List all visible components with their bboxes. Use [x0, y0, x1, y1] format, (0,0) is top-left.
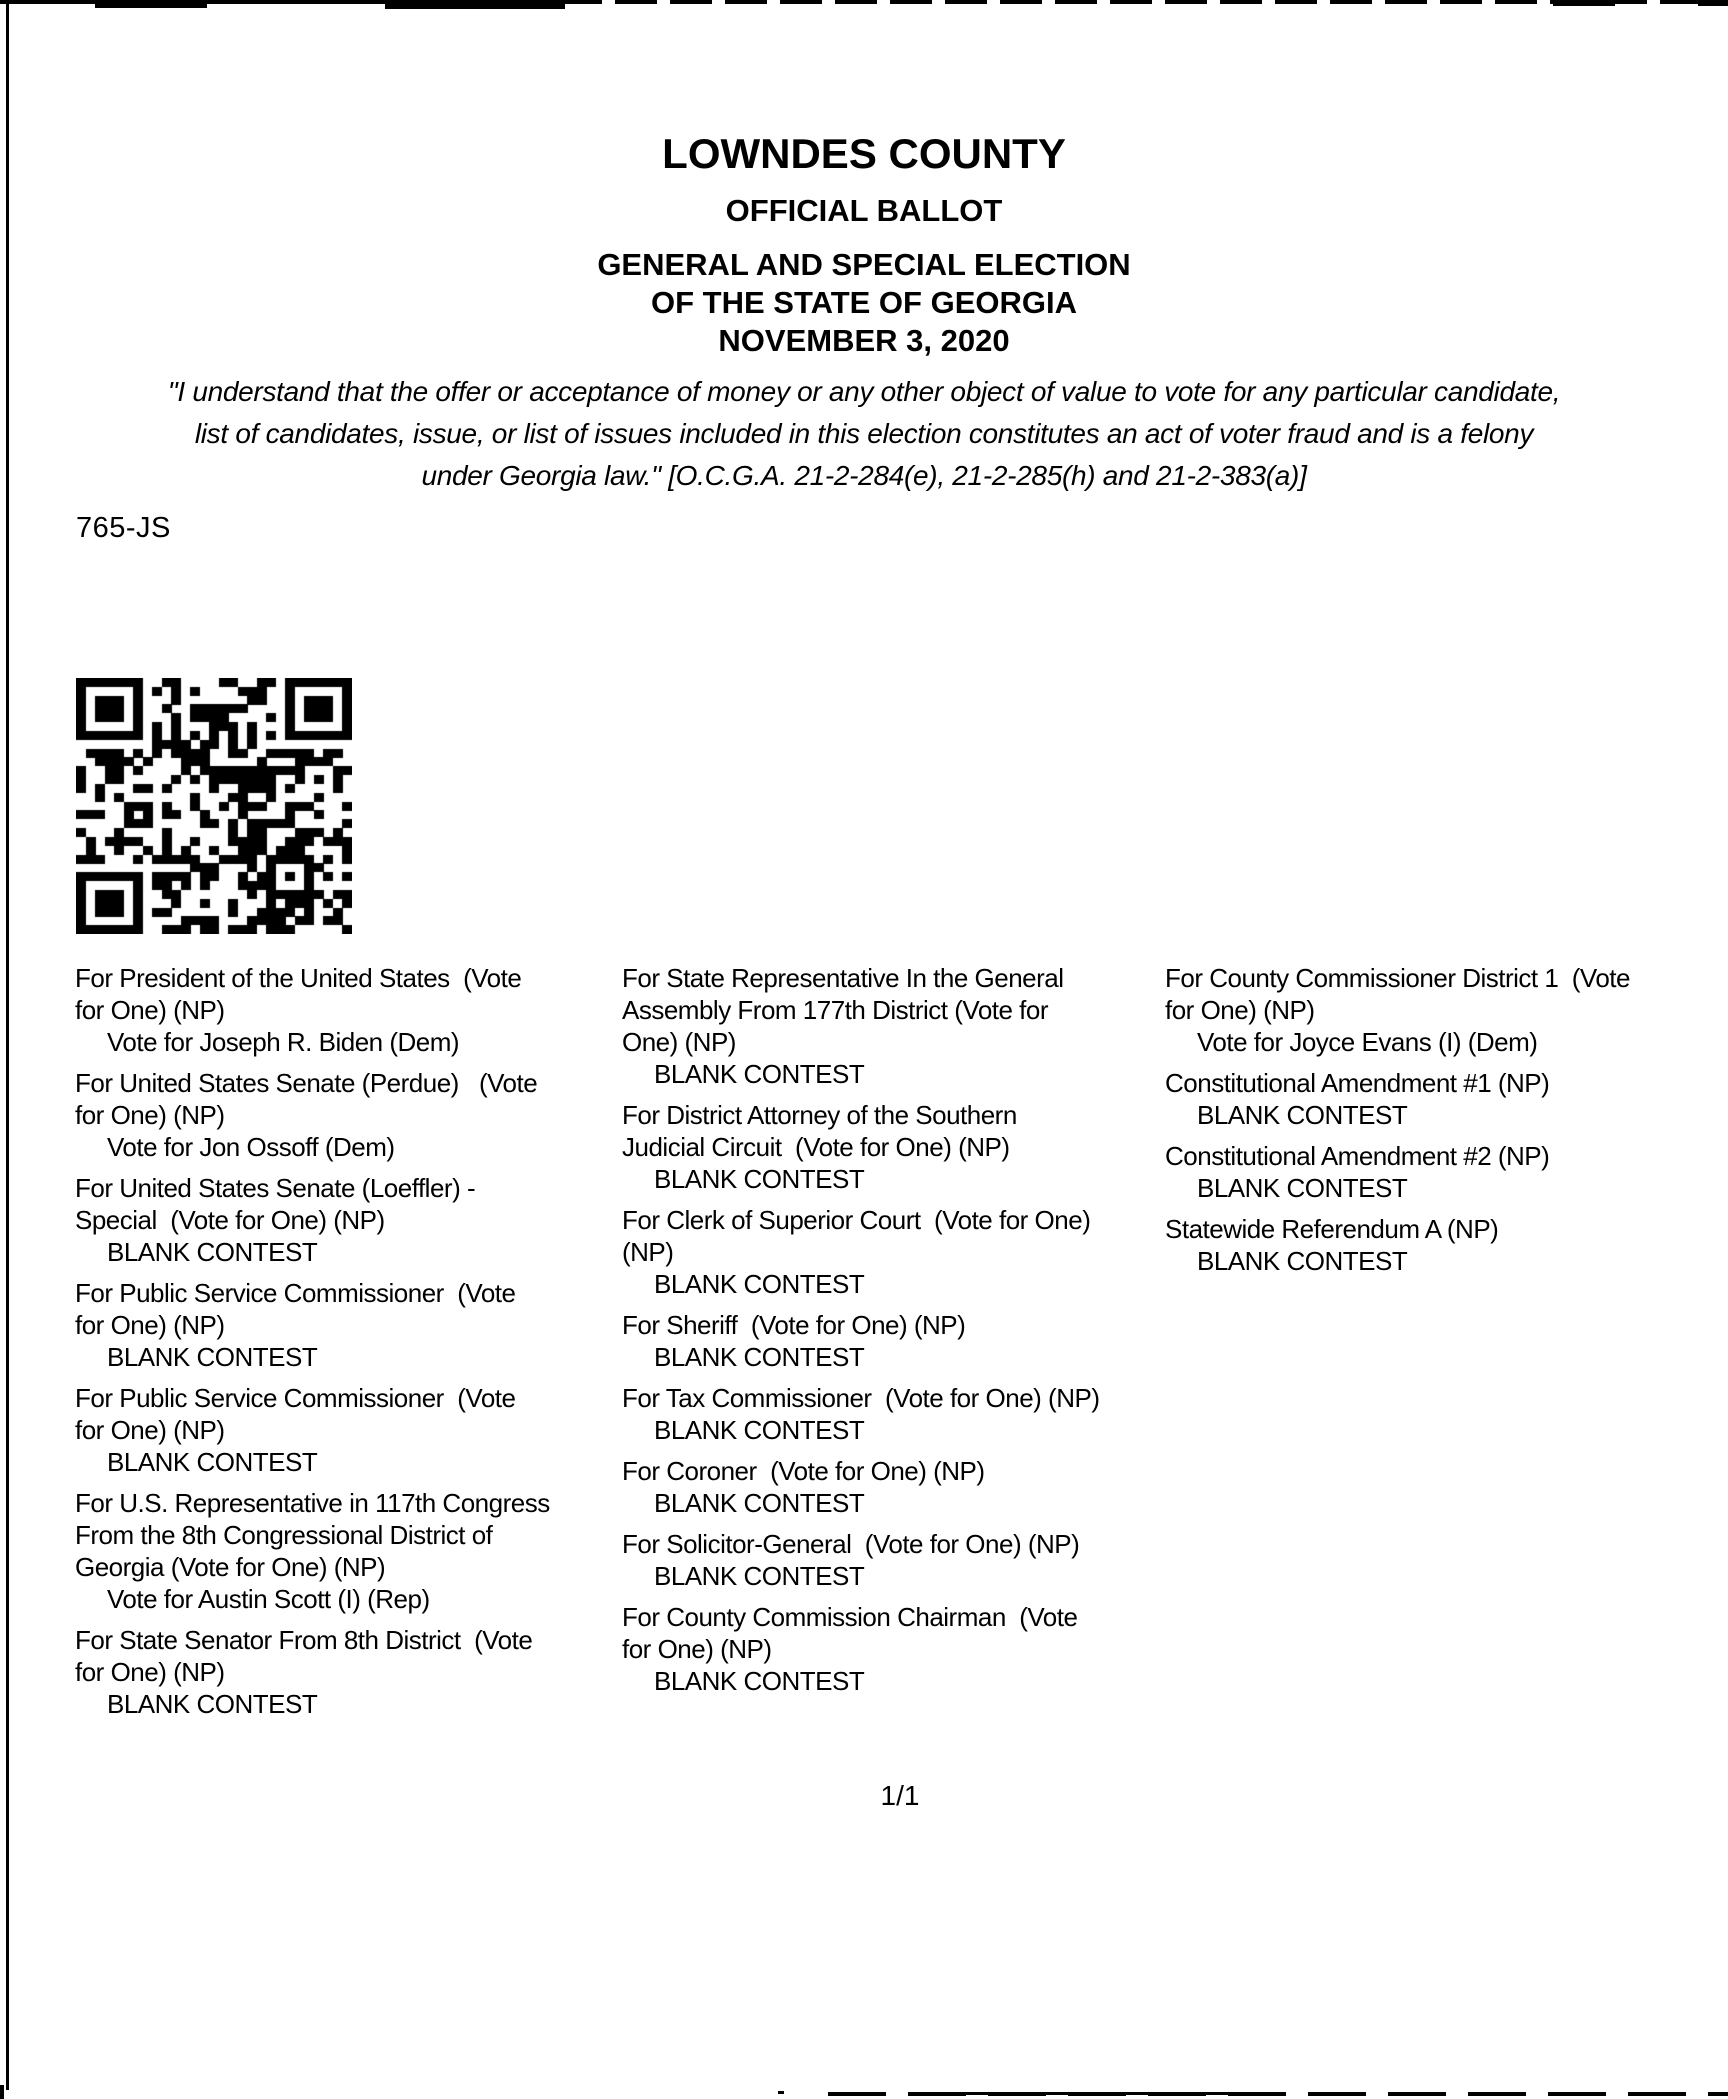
- contest-block: [622, 1528, 1167, 1592]
- page-number: 1/1: [880, 1780, 920, 1811]
- contest-block: [622, 1382, 1167, 1446]
- contest-title-line: For Coroner (Vote for One) (NP): [622, 1456, 985, 1486]
- scan-artifact-bottom-tick: [0, 2085, 4, 2099]
- contest-block: [622, 1601, 1167, 1697]
- contest-block: [622, 1099, 1167, 1195]
- contest-title-line: For U.S. Representative in 117th Congress: [75, 1488, 550, 1518]
- contest-block: [75, 1172, 620, 1268]
- contest-title-line: For District Attorney of the Southern: [622, 1100, 1017, 1130]
- contest-result: BLANK CONTEST: [654, 1561, 865, 1591]
- contest-result: BLANK CONTEST: [107, 1342, 318, 1372]
- contest-block: [75, 1382, 620, 1478]
- contest-result: BLANK CONTEST: [654, 1164, 865, 1194]
- ballot-header: [0, 131, 1728, 360]
- contest-title-line: Statewide Referendum A (NP): [1165, 1214, 1499, 1244]
- contest-title-line: For Clerk of Superior Court (Vote for One): [622, 1205, 1091, 1235]
- county-title: LOWNDES COUNTY: [662, 130, 1066, 177]
- contest-column-2: [622, 962, 1167, 1706]
- contest-title-line: For State Senator From 8th District (Vote: [75, 1625, 533, 1655]
- contest-title-line: For Tax Commissioner (Vote for One) (NP): [622, 1383, 1100, 1413]
- contest-result: Vote for Jon Ossoff (Dem): [107, 1132, 395, 1162]
- contest-column-3: [1165, 962, 1728, 1286]
- contest-column-1: [75, 962, 620, 1729]
- contest-result: BLANK CONTEST: [1197, 1246, 1408, 1276]
- contest-title-line: For Public Service Commissioner (Vote: [75, 1383, 516, 1413]
- contest-title-line: One) (NP): [622, 1027, 736, 1057]
- contest-result: BLANK CONTEST: [654, 1342, 865, 1372]
- scan-artifact-top-blob: [385, 0, 565, 9]
- ballot-style-code: 765-JS: [76, 512, 171, 544]
- contest-result: BLANK CONTEST: [654, 1269, 865, 1299]
- contest-title-line: For Public Service Commissioner (Vote: [75, 1278, 516, 1308]
- contest-title-line: For Sheriff (Vote for One) (NP): [622, 1310, 966, 1340]
- contest-title-line: Georgia (Vote for One) (NP): [75, 1552, 386, 1582]
- contest-result: BLANK CONTEST: [107, 1237, 318, 1267]
- contest-result: Vote for Austin Scott (I) (Rep): [107, 1584, 430, 1614]
- scan-artifact-top-blob: [95, 0, 207, 8]
- contest-title-line: for One) (NP): [75, 1310, 225, 1340]
- fraud-disclaimer-line1: "I understand that the offer or acceptance of money or any other object of value to vote for any particular candidate,: [167, 376, 1561, 407]
- scan-artifact-bottom-dot: [778, 2091, 784, 2094]
- contest-title-line: for One) (NP): [75, 995, 225, 1025]
- contest-title-line: (NP): [622, 1237, 674, 1267]
- contest-result: Vote for Joseph R. Biden (Dem): [107, 1027, 460, 1057]
- contest-block: [75, 962, 620, 1058]
- election-title-line3: NOVEMBER 3, 2020: [718, 323, 1010, 358]
- contest-title-line: for One) (NP): [75, 1415, 225, 1445]
- contest-block: [75, 1487, 620, 1615]
- qr-code: [76, 678, 352, 934]
- election-title-line1: GENERAL AND SPECIAL ELECTION: [597, 247, 1131, 282]
- contest-title-line: For Solicitor-General (Vote for One) (NP): [622, 1529, 1080, 1559]
- contest-result: BLANK CONTEST: [107, 1689, 318, 1719]
- contest-result: BLANK CONTEST: [654, 1059, 865, 1089]
- contest-title-line: For State Representative In the General: [622, 963, 1064, 993]
- election-title: [0, 246, 1728, 360]
- scan-artifact-top-blob: [1553, 0, 1615, 6]
- contest-title-line: For President of the United States (Vote: [75, 963, 522, 993]
- contest-title-line: For United States Senate (Perdue) (Vote: [75, 1068, 538, 1098]
- contest-block: [1165, 1140, 1728, 1204]
- contest-block: [622, 1455, 1167, 1519]
- fraud-disclaimer-line2: list of candidates, issue, or list of issues included in this election constitutes an act of voter fraud and is a felony: [194, 418, 1534, 449]
- contest-block: [622, 1309, 1167, 1373]
- contest-block: [1165, 1067, 1728, 1131]
- contest-title-line: for One) (NP): [1165, 995, 1315, 1025]
- contest-title-line: Constitutional Amendment #2 (NP): [1165, 1141, 1550, 1171]
- contest-title-line: for One) (NP): [75, 1100, 225, 1130]
- contest-title-line: For County Commissioner District 1 (Vote: [1165, 963, 1630, 993]
- contest-result: BLANK CONTEST: [1197, 1100, 1408, 1130]
- contest-block: [622, 1204, 1167, 1300]
- contest-title-line: Special (Vote for One) (NP): [75, 1205, 385, 1235]
- contest-title-line: for One) (NP): [75, 1657, 225, 1687]
- contest-block: [75, 1624, 620, 1720]
- contest-result: BLANK CONTEST: [654, 1415, 865, 1445]
- contest-block: [75, 1067, 620, 1163]
- scan-artifact-bottom-line: [915, 2092, 1265, 2095]
- contest-title-line: Constitutional Amendment #1 (NP): [1165, 1068, 1550, 1098]
- contest-result: BLANK CONTEST: [654, 1666, 865, 1696]
- contest-title-line: Assembly From 177th District (Vote for: [622, 995, 1049, 1025]
- contest-result: BLANK CONTEST: [107, 1447, 318, 1477]
- fraud-disclaimer: [0, 371, 1728, 497]
- contest-title-line: For County Commission Chairman (Vote: [622, 1602, 1078, 1632]
- contest-result: Vote for Joyce Evans (I) (Dem): [1197, 1027, 1538, 1057]
- contest-block: [75, 1277, 620, 1373]
- contest-title-line: Judicial Circuit (Vote for One) (NP): [622, 1132, 1010, 1162]
- election-title-line2: OF THE STATE OF GEORGIA: [651, 285, 1077, 320]
- scan-artifact-top-blob: [1698, 0, 1728, 6]
- contest-block: [622, 962, 1167, 1090]
- contest-block: [1165, 962, 1728, 1058]
- official-ballot-title: OFFICIAL BALLOT: [725, 193, 1003, 228]
- fraud-disclaimer-line3: under Georgia law." [O.C.G.A. 21-2-284(e), 21-2-285(h) and 21-2-383(a)]: [421, 460, 1307, 491]
- contest-result: BLANK CONTEST: [654, 1488, 865, 1518]
- contest-title-line: From the 8th Congressional District of: [75, 1520, 493, 1550]
- contest-result: BLANK CONTEST: [1197, 1173, 1408, 1203]
- contest-title-line: for One) (NP): [622, 1634, 772, 1664]
- contest-title-line: For United States Senate (Loeffler) -: [75, 1173, 476, 1203]
- contest-block: [1165, 1213, 1728, 1277]
